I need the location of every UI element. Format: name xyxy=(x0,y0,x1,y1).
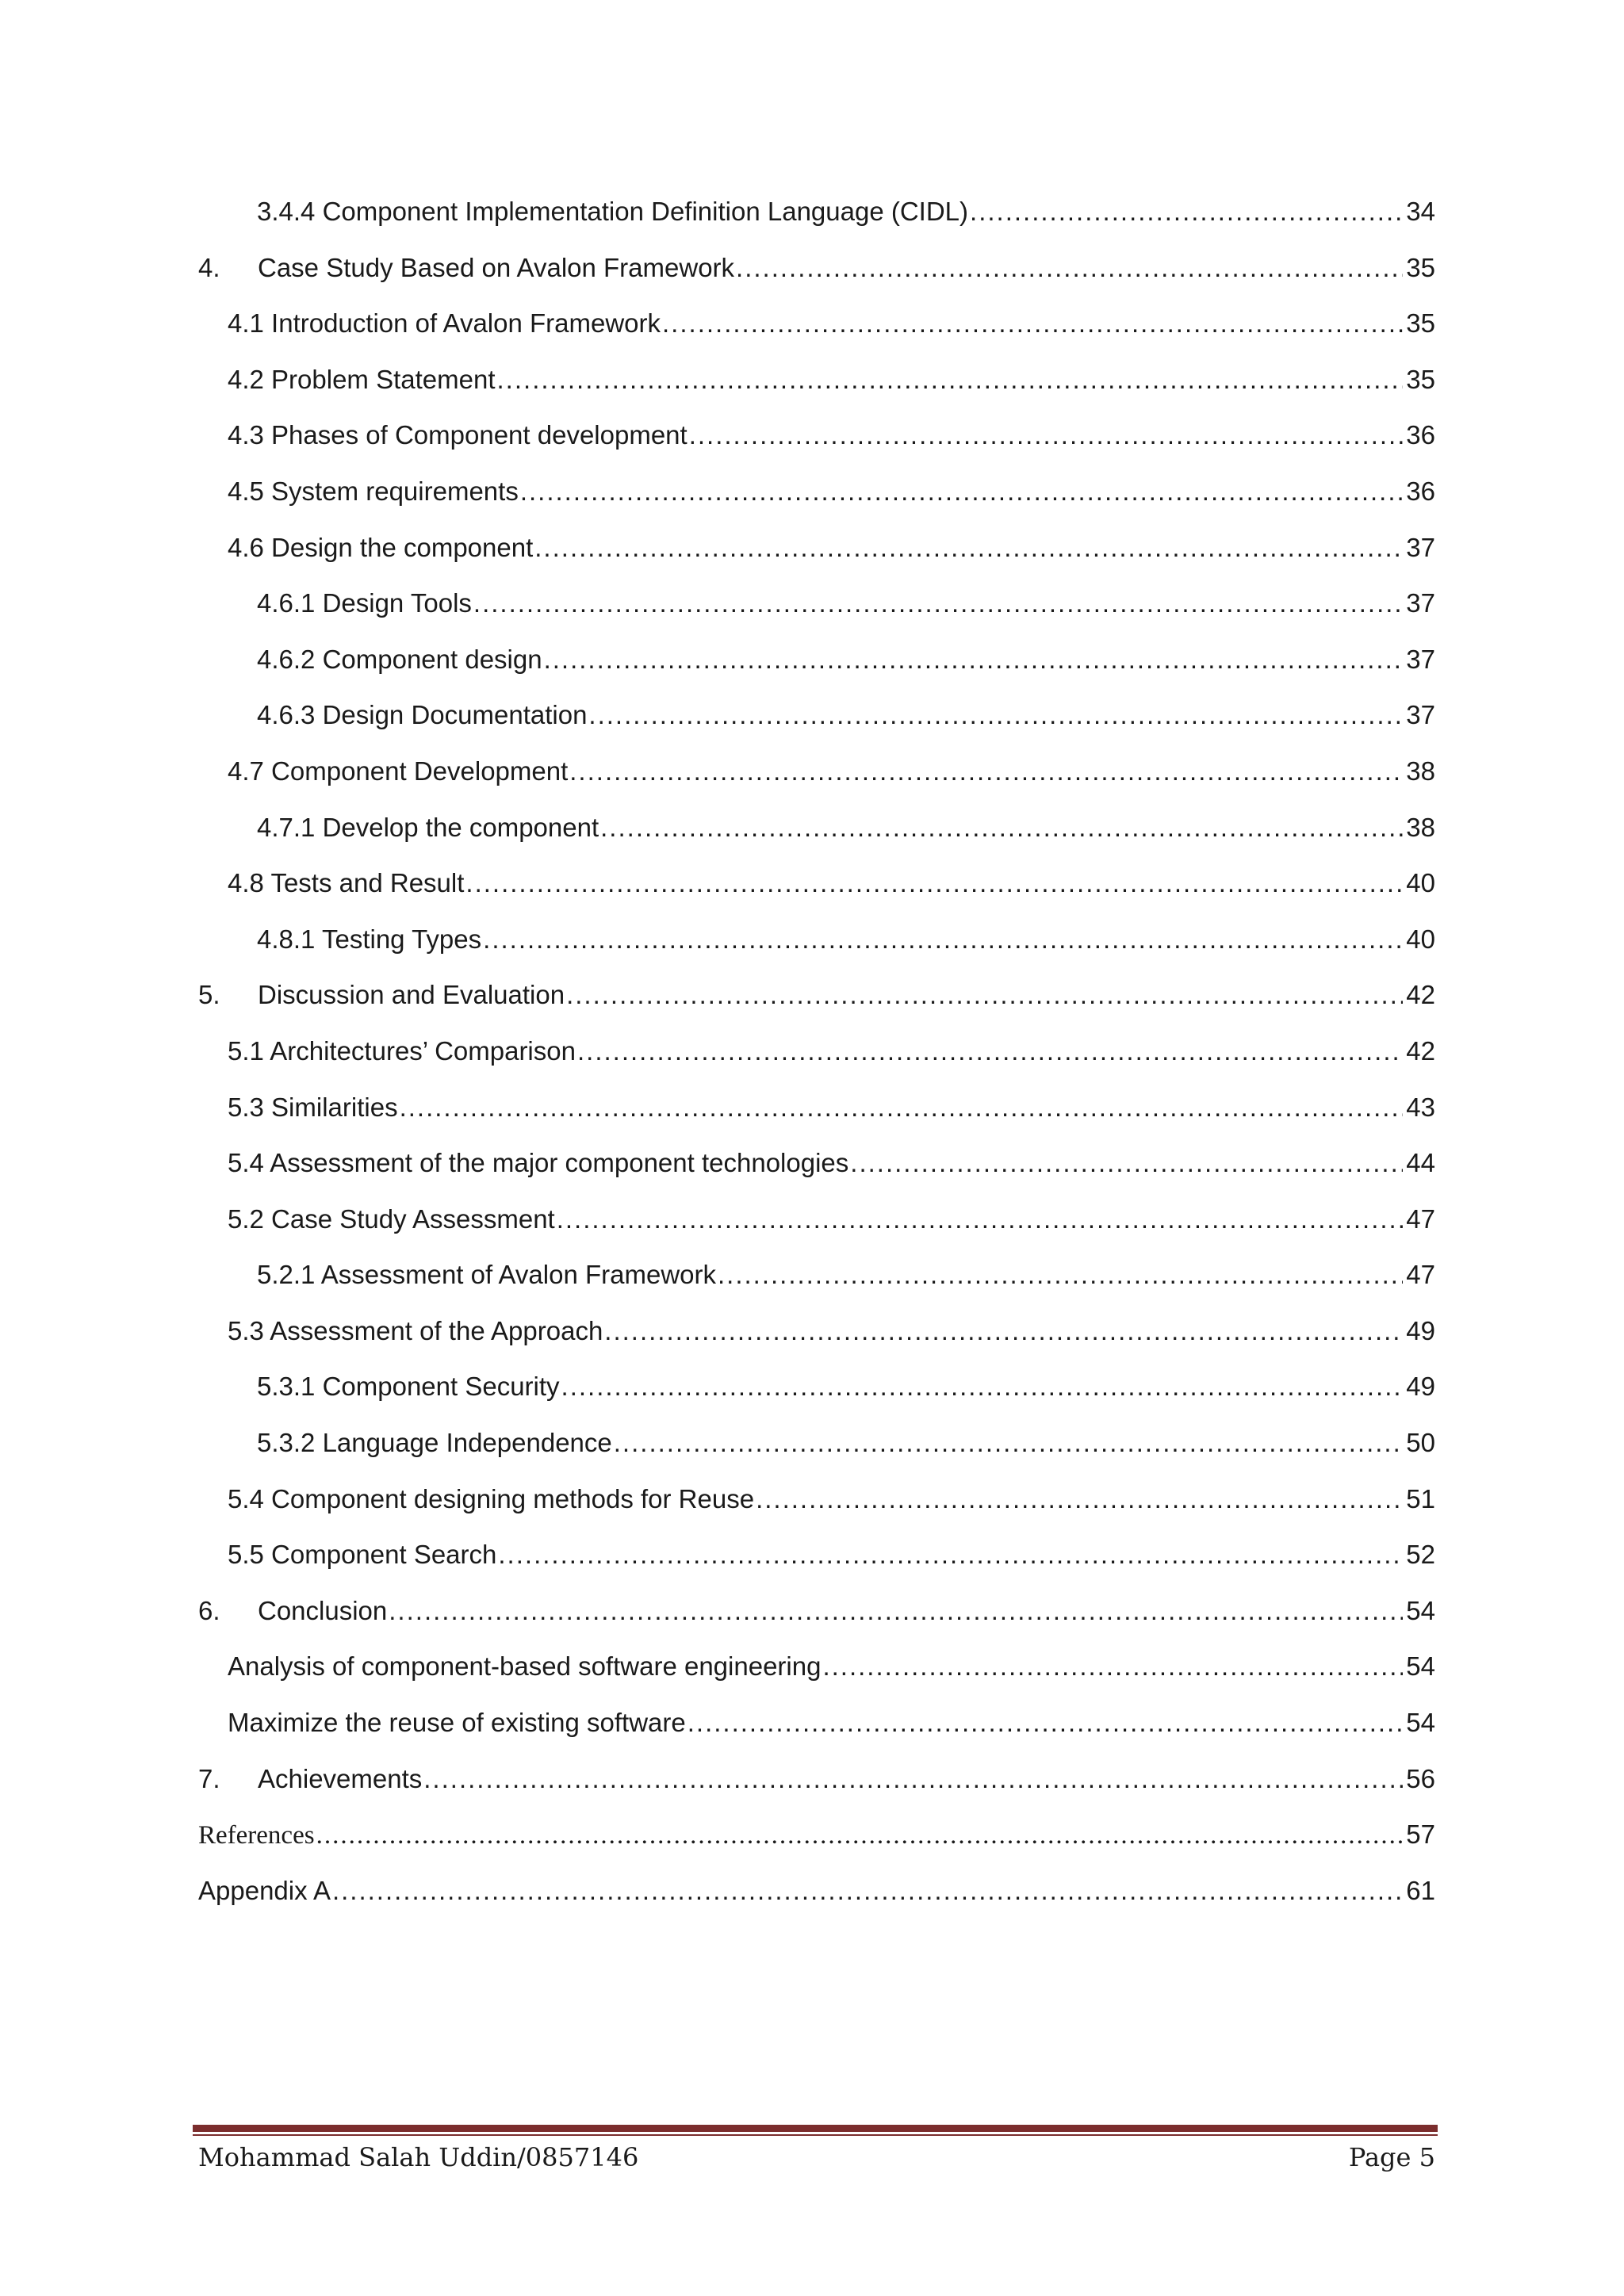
toc-entry-page[interactable]: 50 xyxy=(1406,1428,1435,1458)
toc-entry[interactable] xyxy=(198,1483,1435,1540)
toc-dot-leader xyxy=(423,1763,1403,1795)
toc-entry-title[interactable]: 4.8 Tests and Result xyxy=(228,868,465,898)
footer-rule xyxy=(193,2125,1438,2136)
toc-entry-title[interactable]: 4.2 Problem Statement xyxy=(228,364,496,394)
toc-entry[interactable] xyxy=(198,1092,1435,1148)
toc-entry-page[interactable]: 38 xyxy=(1406,812,1435,842)
toc-entry[interactable] xyxy=(198,308,1435,364)
toc-entry[interactable] xyxy=(198,756,1435,812)
toc-entry[interactable] xyxy=(198,587,1435,644)
toc-entry-page[interactable]: 54 xyxy=(1406,1708,1435,1738)
toc-entry[interactable] xyxy=(198,644,1435,700)
toc-entry-title[interactable]: 5.5 Component Search xyxy=(228,1540,497,1570)
toc-entry-page[interactable]: 42 xyxy=(1406,1035,1435,1066)
toc-entry[interactable] xyxy=(198,1035,1435,1092)
toc-entry[interactable] xyxy=(198,1875,1435,1931)
toc-entry-page[interactable]: 56 xyxy=(1406,1763,1435,1793)
toc-entry-number: 5. xyxy=(198,980,220,1010)
table-of-contents xyxy=(198,196,1435,1931)
toc-entry-title[interactable]: 5.2.1 Assessment of Avalon Framework xyxy=(257,1260,716,1290)
toc-dot-leader xyxy=(970,196,1403,228)
footer-rule-thin xyxy=(193,2134,1438,2136)
toc-dot-leader xyxy=(736,252,1403,284)
toc-entry-page[interactable]: 49 xyxy=(1406,1315,1435,1345)
toc-entry-title[interactable]: 5.3.2 Language Independence xyxy=(257,1428,612,1458)
toc-entry[interactable] xyxy=(198,532,1435,588)
toc-entry[interactable] xyxy=(198,252,1435,308)
toc-dot-leader xyxy=(498,1539,1403,1571)
toc-dot-leader xyxy=(561,1371,1404,1402)
toc-entry-title[interactable]: 4.6.1 Design Tools xyxy=(257,588,472,618)
toc-entry-title[interactable]: References xyxy=(198,1821,315,1850)
toc-dot-leader xyxy=(483,924,1403,955)
toc-entry[interactable] xyxy=(198,699,1435,756)
toc-entry-page[interactable]: 36 xyxy=(1406,420,1435,450)
toc-entry-title[interactable]: 3.4.4 Component Implementation Definition Language (CIDL) xyxy=(257,197,969,226)
toc-dot-leader xyxy=(520,476,1403,507)
toc-entry-page[interactable]: 47 xyxy=(1406,1260,1435,1290)
toc-entry[interactable] xyxy=(198,1371,1435,1427)
toc-dot-leader xyxy=(566,979,1403,1011)
toc-entry-title[interactable]: Conclusion xyxy=(258,1595,388,1625)
toc-entry-title[interactable]: Achievements xyxy=(258,1763,423,1793)
toc-entry-page[interactable]: 47 xyxy=(1406,1203,1435,1234)
toc-dot-leader xyxy=(614,1427,1404,1459)
toc-dot-leader xyxy=(473,587,1403,619)
toc-dot-leader xyxy=(465,867,1403,899)
toc-entry-title[interactable]: 4.6.2 Component design xyxy=(257,644,542,674)
toc-entry-page[interactable]: 49 xyxy=(1406,1372,1435,1402)
footer-rule-thick xyxy=(193,2125,1438,2132)
toc-entry-title[interactable]: 4.3 Phases of Component development xyxy=(228,420,688,450)
toc-entry-page[interactable]: 37 xyxy=(1406,644,1435,674)
toc-entry[interactable] xyxy=(198,1203,1435,1260)
toc-dot-leader xyxy=(544,644,1404,675)
toc-entry-title[interactable]: 5.3.1 Component Security xyxy=(257,1372,560,1402)
toc-entry[interactable] xyxy=(198,1259,1435,1315)
toc-dot-leader xyxy=(577,1035,1403,1067)
toc-dot-leader xyxy=(689,419,1404,451)
toc-dot-leader xyxy=(497,364,1404,396)
toc-entry-page[interactable]: 44 xyxy=(1406,1148,1435,1178)
toc-entry-title[interactable]: Appendix A xyxy=(198,1875,331,1905)
toc-dot-leader xyxy=(756,1483,1403,1515)
toc-entry-title[interactable]: 5.2 Case Study Assessment xyxy=(228,1203,555,1234)
toc-dot-leader xyxy=(600,812,1403,844)
toc-entry-page[interactable]: 37 xyxy=(1406,588,1435,618)
toc-entry[interactable] xyxy=(198,979,1435,1035)
toc-entry-number: 4. xyxy=(198,252,220,282)
toc-entry[interactable] xyxy=(198,419,1435,476)
toc-entry-page[interactable]: 52 xyxy=(1406,1540,1435,1570)
toc-entry-title[interactable]: 5.4 Assessment of the major component technologies xyxy=(228,1148,849,1178)
toc-entry-page[interactable]: 37 xyxy=(1406,700,1435,730)
toc-entry-page[interactable]: 35 xyxy=(1406,308,1435,339)
toc-entry-title[interactable]: 5.3 Similarities xyxy=(228,1092,398,1122)
toc-dot-leader xyxy=(662,308,1403,339)
toc-dot-leader xyxy=(604,1315,1403,1347)
toc-entry-page[interactable]: 54 xyxy=(1406,1651,1435,1682)
toc-entry-number: 7. xyxy=(198,1763,220,1793)
toc-entry-page[interactable]: 35 xyxy=(1406,252,1435,282)
toc-dot-leader xyxy=(822,1651,1403,1682)
toc-dot-leader xyxy=(557,1203,1404,1235)
toc-entry[interactable] xyxy=(198,812,1435,868)
toc-entry[interactable] xyxy=(198,1819,1435,1875)
toc-entry-title[interactable]: 4.1 Introduction of Avalon Framework xyxy=(228,308,661,339)
toc-entry-title[interactable]: Maximize the reuse of existing software xyxy=(228,1708,686,1738)
toc-entry[interactable] xyxy=(198,1763,1435,1820)
toc-entry-page[interactable]: 36 xyxy=(1406,476,1435,506)
toc-entry-title[interactable]: 5.1 Architectures’ Comparison xyxy=(228,1035,576,1066)
toc-entry[interactable] xyxy=(198,1315,1435,1372)
toc-dot-leader xyxy=(569,756,1403,787)
toc-entry-page[interactable]: 40 xyxy=(1406,868,1435,898)
toc-entry[interactable] xyxy=(198,1147,1435,1203)
toc-entry-title[interactable]: Discussion and Evaluation xyxy=(258,980,565,1010)
toc-entry-title[interactable]: Analysis of component-based software engineering xyxy=(228,1651,822,1682)
toc-entry-title[interactable]: 5.4 Component designing methods for Reuse xyxy=(228,1483,755,1513)
toc-entry-title[interactable]: 4.7.1 Develop the component xyxy=(257,812,599,842)
toc-entry-page[interactable]: 51 xyxy=(1406,1483,1435,1513)
toc-dot-leader xyxy=(718,1259,1403,1291)
toc-entry-page[interactable]: 61 xyxy=(1406,1875,1435,1905)
toc-entry-page[interactable]: 42 xyxy=(1406,980,1435,1010)
toc-entry-page[interactable]: 54 xyxy=(1406,1595,1435,1625)
toc-entry-page[interactable]: 57 xyxy=(1406,1820,1435,1850)
toc-entry[interactable] xyxy=(198,476,1435,532)
toc-entry[interactable] xyxy=(198,1707,1435,1763)
toc-entry-title[interactable]: 4.6 Design the component xyxy=(228,532,534,562)
toc-dot-leader xyxy=(389,1595,1403,1627)
toc-entry-title[interactable]: 4.7 Component Development xyxy=(228,756,569,786)
toc-dot-leader xyxy=(316,1820,1404,1851)
toc-dot-leader xyxy=(588,699,1403,731)
toc-entry[interactable] xyxy=(198,1651,1435,1707)
toc-entry-title[interactable]: Case Study Based on Avalon Framework xyxy=(258,252,735,282)
page-footer xyxy=(198,2142,1435,2172)
toc-entry-title[interactable]: 4.8.1 Testing Types xyxy=(257,924,482,954)
toc-entry-page[interactable]: 35 xyxy=(1406,364,1435,394)
toc-entry[interactable] xyxy=(198,1595,1435,1651)
toc-entry[interactable] xyxy=(198,196,1435,252)
toc-dot-leader xyxy=(850,1147,1403,1179)
toc-entry-title[interactable]: 4.6.3 Design Documentation xyxy=(257,700,588,730)
footer-page-number: Page 5 xyxy=(1348,2142,1435,2172)
toc-entry[interactable] xyxy=(198,1427,1435,1483)
toc-dot-leader xyxy=(332,1875,1403,1907)
toc-entry-title[interactable]: 4.5 System requirements xyxy=(228,476,519,506)
toc-dot-leader xyxy=(400,1092,1404,1123)
toc-entry[interactable] xyxy=(198,924,1435,980)
toc-entry[interactable] xyxy=(198,867,1435,924)
toc-entry-number: 6. xyxy=(198,1595,220,1625)
toc-entry[interactable] xyxy=(198,364,1435,420)
footer-author: Mohammad Salah Uddin/0857146 xyxy=(198,2142,639,2172)
toc-entry-page[interactable]: 34 xyxy=(1406,197,1435,226)
toc-entry-page[interactable]: 40 xyxy=(1406,924,1435,954)
toc-dot-leader xyxy=(688,1707,1404,1739)
toc-entry-title[interactable]: 5.3 Assessment of the Approach xyxy=(228,1315,603,1345)
toc-entry-page[interactable]: 43 xyxy=(1406,1092,1435,1122)
toc-entry-page[interactable]: 38 xyxy=(1406,756,1435,786)
toc-dot-leader xyxy=(534,532,1403,564)
toc-entry[interactable] xyxy=(198,1539,1435,1595)
toc-entry-page[interactable]: 37 xyxy=(1406,532,1435,562)
